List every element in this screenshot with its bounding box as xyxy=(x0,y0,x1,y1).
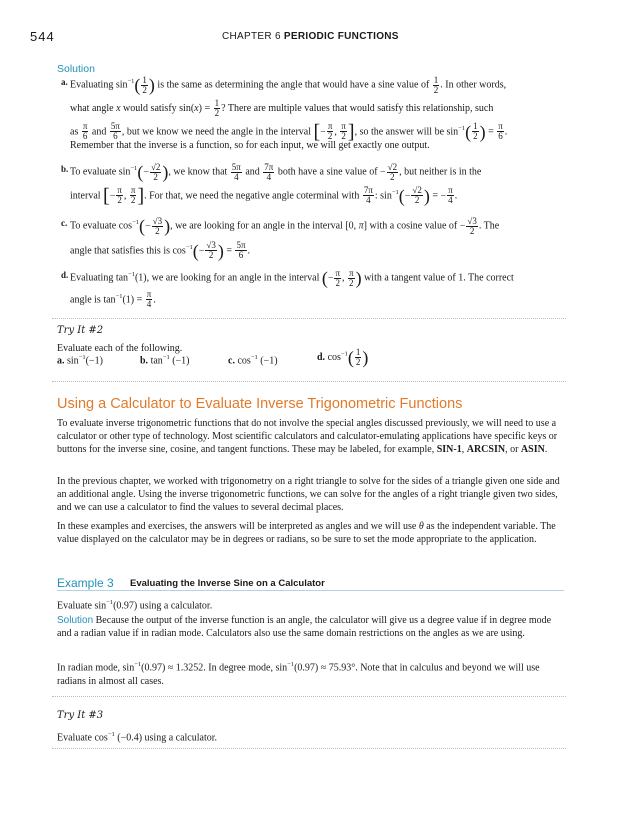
line-a4: Remember that the inverse is a function, so for each input, we will get exactly one output. xyxy=(70,140,430,152)
fraction: $\frac{√3}{2}$ xyxy=(152,215,163,236)
line-d1: Evaluating $\tan^{-1}(1)$, we are looking for an angle in the interval (− $\frac{\pi}{2}$ , $\frac{\pi}{2}$ ) with a tangent value of 1. The correct xyxy=(70,267,514,289)
fraction: $\frac{1}{2}$ xyxy=(214,97,220,118)
fraction: $\frac{1}{2}$ xyxy=(142,74,147,95)
fraction: $\frac{5\pi}{4}$ xyxy=(231,161,241,182)
example-3-label: Example 3 xyxy=(57,576,114,590)
fraction: $\frac{1}{2}$ xyxy=(355,347,361,367)
solution-heading: Solution xyxy=(57,63,95,75)
fraction: $\frac{\pi}{4}$ xyxy=(448,185,453,206)
try-it-2-prompt: Evaluate each of the following. xyxy=(57,343,183,354)
fraction: $\frac{\pi}{2}$ xyxy=(349,267,354,288)
fraction: $\frac{√3}{2}$ xyxy=(206,240,216,261)
example-3-question: Evaluate $\sin^{-1}(0.97)$ using a calculator. xyxy=(57,599,213,612)
item-label: a. xyxy=(61,77,68,87)
fraction: $\frac{√2}{2}$ xyxy=(150,161,161,182)
item-label: b. xyxy=(61,164,69,174)
line-d2: angle is $\tan^{-1}(1)$ = $\frac{\pi}{4}$ . xyxy=(70,289,156,310)
line-b1: To evaluate $\sin^{-1}(-$ $\frac{√2}{2}$ ), we know that $\frac{5\pi}{4}$ and $\frac{7\pi}{4}$ both have a sine value of − $\frac{√2}{2}$ , but neither is in the xyxy=(70,161,482,183)
chapter-prefix: CHAPTER 6 xyxy=(222,31,281,42)
fraction: $\frac{\pi}{4}$ xyxy=(146,289,152,310)
section-title: Using a Calculator to Evaluate Inverse Trigonometric Functions xyxy=(57,396,463,412)
fraction: $\frac{\pi}{6}$ xyxy=(498,121,503,142)
fraction: $\frac{7\pi}{4}$ xyxy=(264,161,274,182)
fraction: $\frac{√3}{2}$ xyxy=(467,215,477,236)
fraction: $\frac{\pi}{2}$ xyxy=(335,267,341,288)
try-it-3-title: Try It #3 xyxy=(57,710,104,721)
fraction: $\frac{\pi}{2}$ xyxy=(327,121,333,142)
fraction: $\frac{5\pi}{6}$ xyxy=(110,121,120,142)
chapter-title: PERIODIC FUNCTIONS xyxy=(283,31,399,42)
line-a1: Evaluating $\sin^{-1}$( $\frac{1}{2}$ ) is the same as determining the angle that would have a sine value of $\frac{1}{2}$ . In other words, xyxy=(70,74,507,96)
example-3-title: Evaluating the Inverse Sine on a Calculator xyxy=(130,578,325,589)
example-3-solution: Solution Because the output of the inverse function is an angle, the calculator will give us a degree value if in degree mode and a radian value if in radian mode. Calculators also use the same domain restrictions on the angles as we are using. xyxy=(57,615,552,640)
section-paragraph-3: In these examples and exercises, the answers will be interpreted as angles and we will use θ as the independent variable. The value displayed on the calculator may be in degrees or radians, so be sure to set the mode appropriate to the application. xyxy=(57,521,556,546)
fraction: $\frac{\pi}{2}$ xyxy=(341,121,346,142)
line-b2: interval [− $\frac{\pi}{2}$ , $\frac{\pi}{2}$ ]. For that, we need the negative angle coterminal with $\frac{7\pi}{4}$ : $\sin^{-1}(-$ $\frac{√2}{2}$ ) = − $\frac{\pi}{4}$ . xyxy=(70,184,458,207)
divider xyxy=(52,696,566,697)
divider xyxy=(52,381,566,382)
example-3-result: In radian mode, $\sin^{-1}(0.97) \approx 1.3252$. In degree mode, $\sin^{-1}(0.97) \approx 75.93^\circ$. Note that in calculus and beyond we will use radians in almost all cases. xyxy=(57,661,540,687)
line-c1: To evaluate $\cos^{-1}(-$ $\frac{√3}{2}$ ), we are looking for an angle in the interval [0, π] with a cosine value of − $\frac{√3}{2}$ . The xyxy=(70,215,500,237)
line-a3: as $\frac{\pi}{6}$ and $\frac{5\pi}{6}$ , but we know we need the angle in the interval [− $\frac{\pi}{2}$ , $\frac{\pi}{2}$ ], so the answer will be $\sin^{-1}$( $\frac{1}{2}$ ) = $\frac{\pi}{6}$ . xyxy=(70,120,508,143)
solution-item-c xyxy=(61,215,558,261)
page-number: 544 xyxy=(30,29,55,44)
try-it-3-prompt: Evaluate $\cos^{-1} (-0.4)$ using a calculator. xyxy=(57,731,218,744)
divider xyxy=(52,318,566,319)
chapter-header xyxy=(222,31,399,42)
section-paragraph-2: In the previous chapter, we worked with trigonometry on a right triangle to solve for the sides of a triangle given one side and an additional angle. Using the inverse trigonometric functions, we can solve for the angles of a right triangle given two sides, and we can use a calculator to find the values to several decimal places. xyxy=(57,476,560,514)
fraction: $\frac{√2}{2}$ xyxy=(387,161,398,182)
fraction: $\frac{\pi}{2}$ xyxy=(117,185,122,206)
fraction: $\frac{1}{2}$ xyxy=(433,74,439,95)
solution-item-b xyxy=(61,161,558,207)
try-it-2-title: Try It #2 xyxy=(57,325,104,336)
divider xyxy=(52,748,566,749)
line-a2: what angle x would satisfy sin(x) = $\frac{1}{2}$ ? There are multiple values that would satisfy this relationship, such xyxy=(70,97,494,118)
fraction: $\frac{5\pi}{6}$ xyxy=(236,240,246,261)
fraction: $\frac{\pi}{2}$ xyxy=(130,185,136,206)
solution-item-d xyxy=(61,267,558,310)
fraction: $\frac{1}{2}$ xyxy=(473,121,478,142)
fraction: $\frac{\pi}{6}$ xyxy=(82,121,88,142)
solution-label: Solution xyxy=(57,615,94,626)
solution-item-a xyxy=(61,74,558,153)
section-paragraph-1: To evaluate inverse trigonometric functions that do not involve the special angles discussed previously, we will need to use a calculator or other type of technology. Most scientific calculators and calculator-emulating applications have specific keys or buttons for the inverse sine, cosine, and tangent functions. These may be labeled, for example, SIN-1, ARCSIN, or ASIN. xyxy=(57,418,558,456)
line-c2: angle that satisfies this is $\cos^{-1}(-$ $\frac{√3}{2}$ ) = $\frac{5\pi}{6}$ . xyxy=(70,240,251,261)
item-label: c. xyxy=(61,218,68,228)
fraction: $\frac{√2}{2}$ xyxy=(412,185,422,206)
item-label: d. xyxy=(61,270,69,280)
fraction: $\frac{7\pi}{4}$ xyxy=(363,185,373,206)
example-rule xyxy=(57,590,564,591)
